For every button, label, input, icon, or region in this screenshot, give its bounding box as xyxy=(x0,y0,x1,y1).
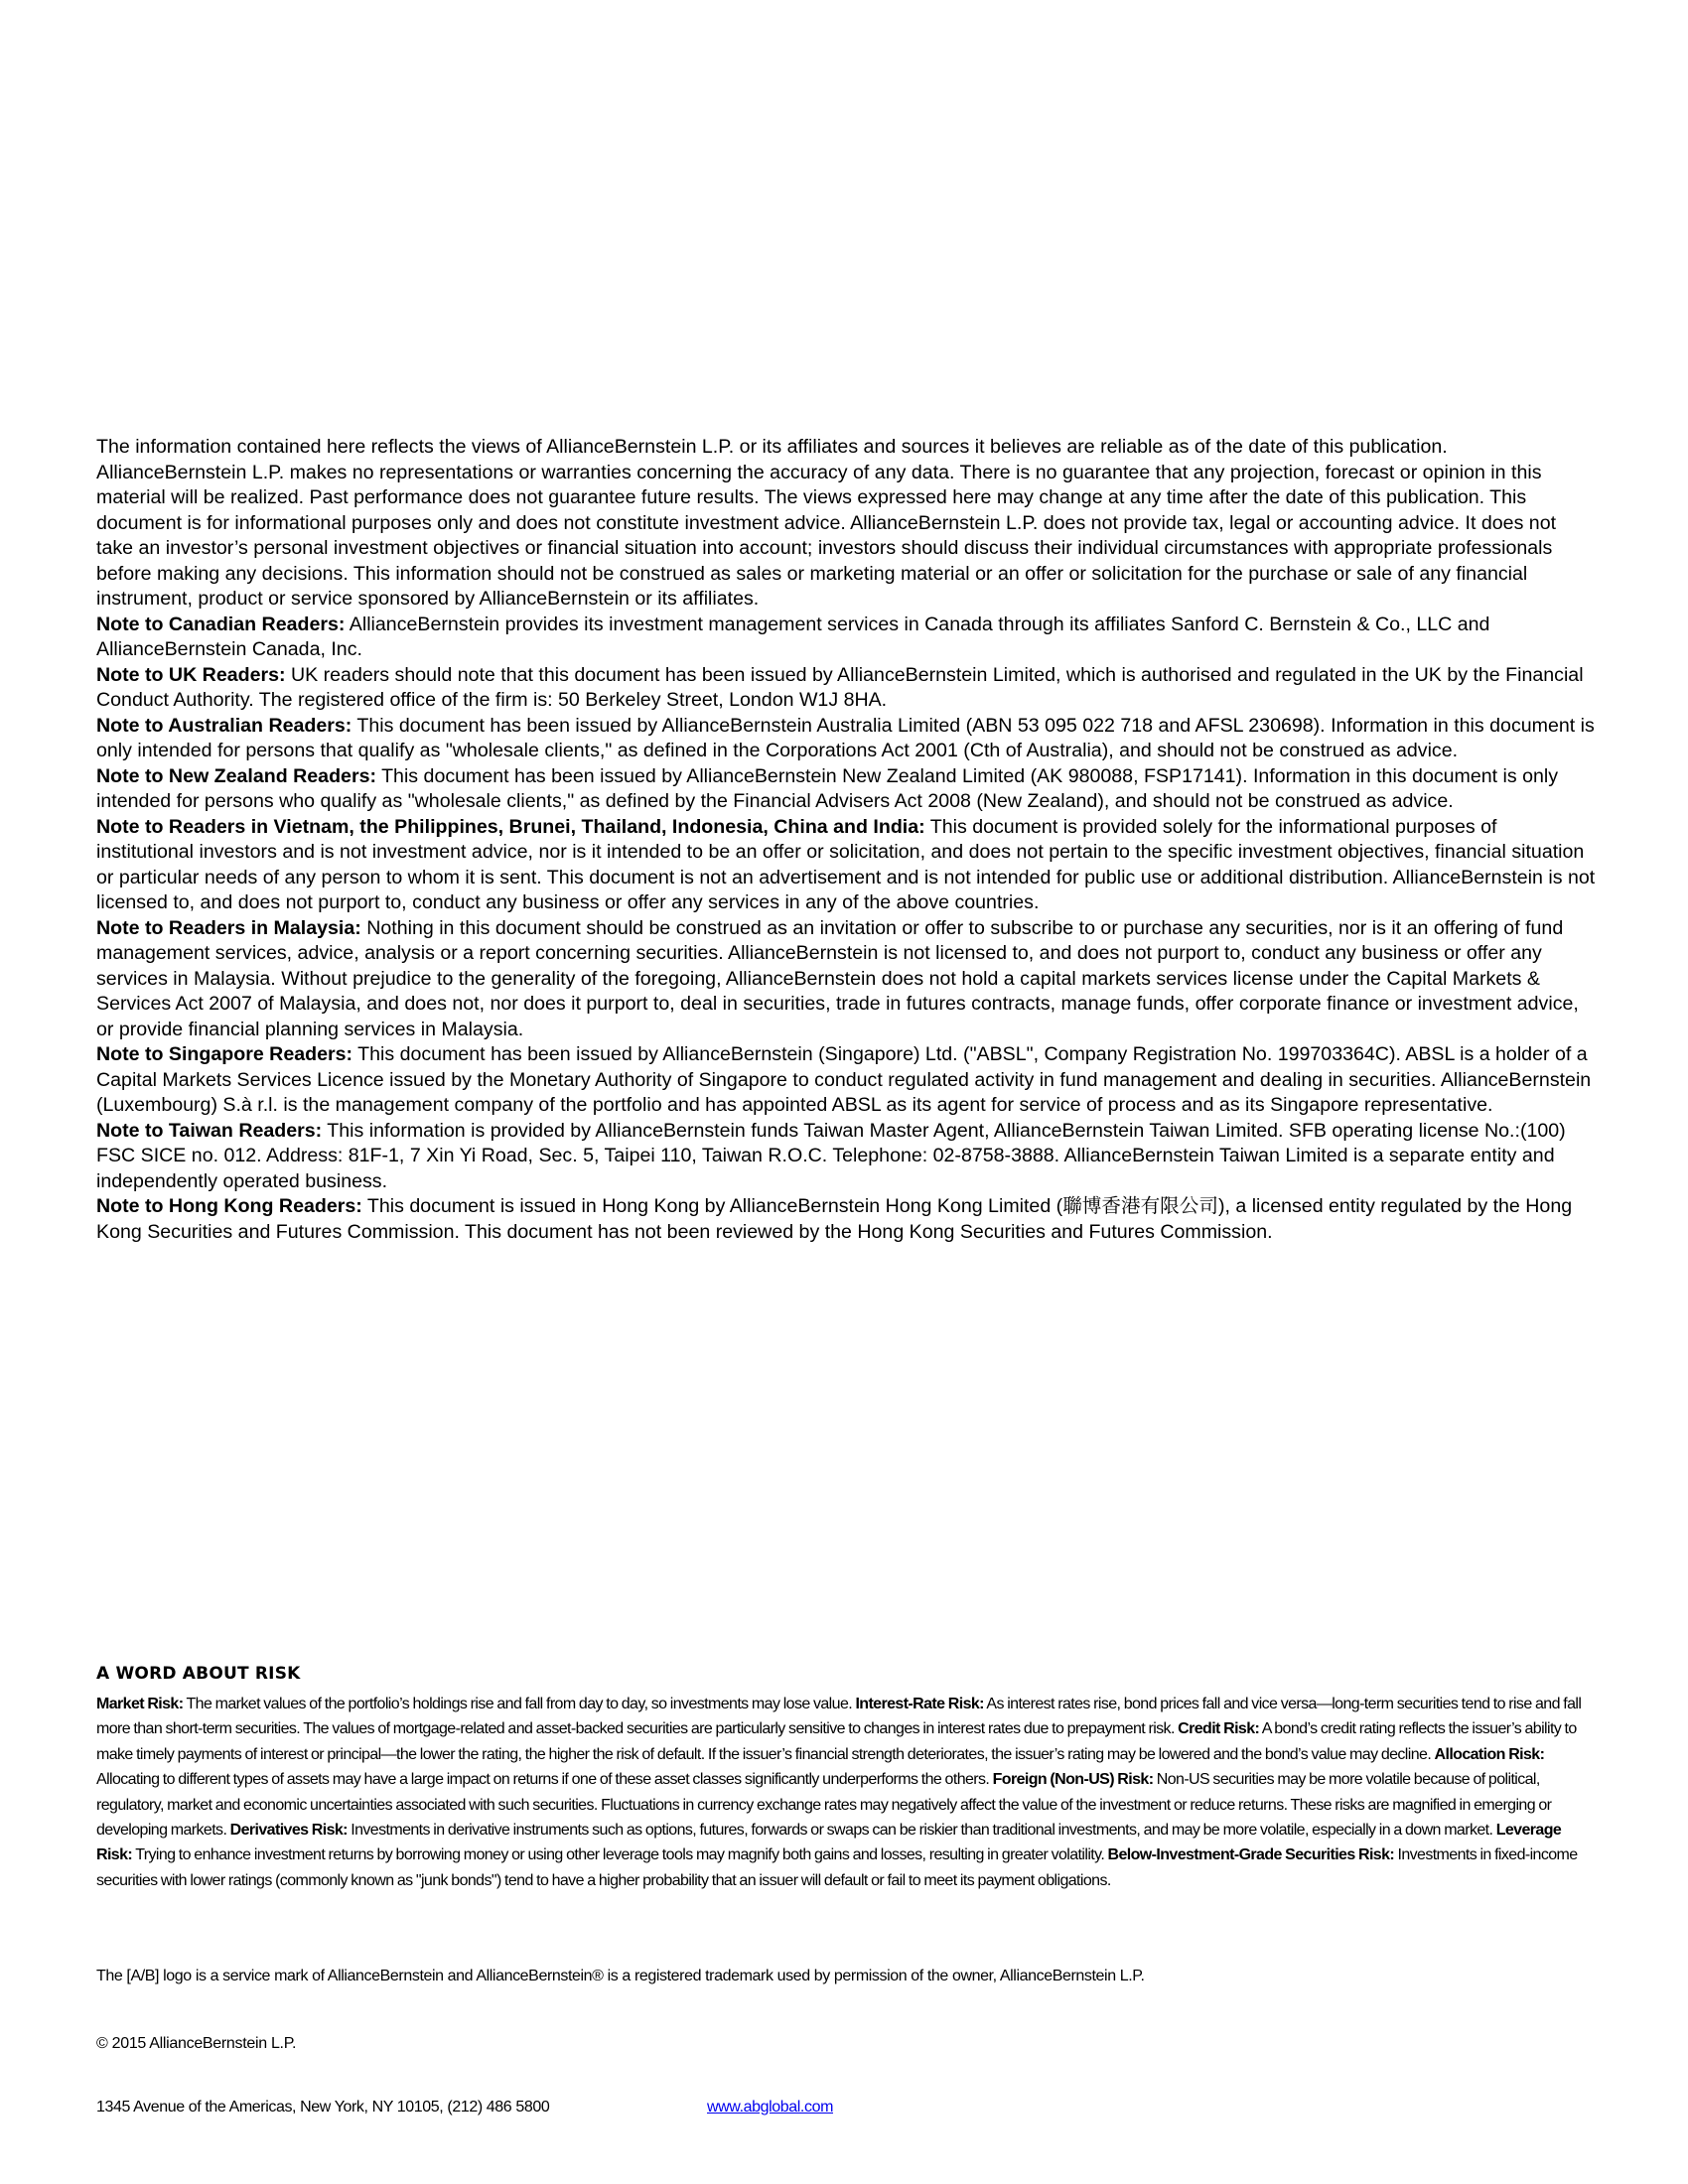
disclaimer-section xyxy=(96,435,1596,1245)
note-label: Note to Australian Readers: xyxy=(96,714,352,737)
note-text: AllianceBernstein provides its investment management services in Canada through its affiliates Sanford C. Bernstein & Co., LLC and AllianceBernstein Canada, Inc. xyxy=(96,613,1490,660)
note-text: This document is provided solely for the informational purposes of institutional investors and is not investment advice, nor is it intended to be an offer or solicitation, and does not pertain to the specific investment objectives, financial situation or particular needs of any person to whom it is sent. This document is not an advertisement and is not intended for public use or additional distribution. AllianceBernstein is not licensed to, and does not purport to, conduct any business or offer any services in any of the above countries. xyxy=(96,815,1596,913)
risk-label-market: Market Risk: xyxy=(96,1696,184,1712)
note-label: Note to Canadian Readers: xyxy=(96,613,346,635)
risk-text-allocation: Allocating to different types of assets may have a large impact on returns if one of these asset classes significantly underperforms the others. xyxy=(96,1771,993,1789)
risk-text-below-investment-grade: Investments in fixed-income securities with lower ratings (commonly known as "junk bonds") tend to have a higher probability that an issuer will default or fail to meet its payment obligations. xyxy=(96,1846,1578,1889)
risk-label-allocation: Allocation Risk: xyxy=(1434,1745,1545,1763)
risk-label-leverage: Leverage Risk: xyxy=(96,1822,1562,1864)
copyright-notice: © 2015 AllianceBernstein L.P. xyxy=(96,2035,297,2052)
note-text: This document has been issued by AllianceBernstein New Zealand Limited (AK 980088, FSP17141). Information in this document is only intended for persons who qualify as "wholesale clients," as defined by the Financial Advisers Act 2008 (New Zealand), and should not be construed as advice. xyxy=(96,764,1559,812)
risk-label-foreign: Foreign (Non-US) Risk: xyxy=(992,1771,1154,1789)
note-label: Note to New Zealand Readers: xyxy=(96,764,376,787)
note-label: Note to UK Readers: xyxy=(96,663,286,686)
note-label: Note to Readers in Vietnam, the Philippines, Brunei, Thailand, Indonesia, China and India: xyxy=(96,815,925,838)
risk-label-interest-rate: Interest-Rate Risk: xyxy=(855,1696,984,1712)
risk-text-credit: A bond’s credit rating reflects the issuer’s ability to make timely payments of interest or principal—the lower the rating, the higher the risk of default. If the issuer’s financial strength deteriorates, the issuer’s rating may be lowered and the bond’s value may decline. xyxy=(96,1720,1577,1763)
company-address: 1345 Avenue of the Americas, New York, NY 10105, (212) 486 5800 xyxy=(96,2099,550,2116)
note-text: This document has been issued by AllianceBernstein Australia Limited (ABN 53 095 022 718 and AFSL 230698). Information in this document is only intended for persons that qualify as "wholesale clients," as defined in the Corporations Act 2001 (Cth of Australia), and should not be construed as advice. xyxy=(96,714,1595,761)
note-text: This document is issued in Hong Kong by AllianceBernstein Hong Kong Limited (聯博香港有限公司), a licensed entity regulated by the Hong Kong Securities and Futures Commission. This document has not been reviewed by the Hong Kong Securities and Futures Commission. xyxy=(96,1195,1573,1243)
risk-label-credit: Credit Risk: xyxy=(1178,1720,1260,1738)
disclaimer-intro: The information contained here reflects the views of AllianceBernstein L.P. or its affiliates and sources it believes are reliable as of the date of this publication. AllianceBernstein L.P. makes no representations or warranties concerning the accuracy of any data. There is no guarantee that any projection, forecast or opinion in this material will be realized. Past performance does not guarantee future results. The views expressed here may change at any time after the date of this publication. This document is for informational purposes only and does not constitute investment advice. AllianceBernstein L.P. does not provide tax, legal or accounting advice. It does not take an investor’s personal investment objectives or financial situation into account; investors should discuss their individual circumstances with appropriate professionals before making any decisions. This information should not be construed as sales or marketing material or an offer or solicitation for the purchase or sale of any financial instrument, product or service sponsored by AllianceBernstein or its affiliates. xyxy=(96,436,1557,610)
note-text: This document has been issued by AllianceBernstein (Singapore) Ltd. ("ABSL", Company Registration No. 199703364C). ABSL is a holder of a Capital Markets Services Licence issued by the Monetary Authority of Singapore to conduct regulated activity in fund management and dealing in securities. AllianceBernstein (Luxembourg) S.à r.l. is the management company of the portfolio and has appointed ABSL as its agent for service of process and as its Singapore representative. xyxy=(96,1043,1592,1116)
note-text: Nothing in this document should be construed as an invitation or offer to subscribe to or purchase any securities, nor is it an offering of fund management services, advice, analysis or a report concerning securities. AllianceBernstein is not licensed to, and does not purport to, conduct any business or offer any services in Malaysia. Without prejudice to the generality of the foregoing, AllianceBernstein does not hold a capital markets services license under the Capital Markets & Services Act 2007 of Malaysia, and does not, nor does it purport to, deal in securities, trade in futures contracts, manage funds, offer corporate finance or investment advice, or provide financial planning services in Malaysia. xyxy=(96,916,1579,1040)
note-label: Note to Hong Kong Readers: xyxy=(96,1195,362,1217)
note-singapore xyxy=(96,1042,1596,1119)
note-label: Note to Singapore Readers: xyxy=(96,1043,353,1065)
risk-text-market: The market values of the portfolio’s holdings rise and fall from day to day, so investments may lose value. xyxy=(183,1696,856,1712)
note-hong-kong xyxy=(96,1194,1596,1245)
risk-text-leverage: Trying to enhance investment returns by borrowing money or using other leverage tools may magnify both gains and losses, resulting in greater volatility. xyxy=(132,1846,1108,1864)
website-link[interactable]: www.abglobal.com xyxy=(707,2099,833,2116)
risk-heading: A WORD ABOUT RISK xyxy=(96,1664,301,1684)
note-label: Note to Taiwan Readers: xyxy=(96,1119,323,1142)
note-new-zealand xyxy=(96,764,1596,815)
note-taiwan xyxy=(96,1119,1596,1195)
risk-text-derivatives: Investments in derivative instruments such as options, futures, forwards or swaps can be riskier than traditional investments, and may be more volatile, especially in a down market. xyxy=(347,1822,1496,1840)
risk-text-foreign: Non-US securities may be more volatile because of political, regulatory, market and economic uncertainties associated with such securities. Fluctuations in currency exchange rates may negatively affect the value of the investment or reduce returns. These risks are magnified in emerging or developing markets. xyxy=(96,1771,1552,1840)
note-label: Note to Readers in Malaysia: xyxy=(96,916,361,939)
note-uk xyxy=(96,663,1596,714)
risk-label-derivatives: Derivatives Risk: xyxy=(229,1822,348,1840)
trademark-notice: The [A/B] logo is a service mark of AllianceBernstein and AllianceBernstein® is a registered trademark used by permission of the owner, AllianceBernstein L.P. xyxy=(96,1968,1145,1984)
risk-paragraph xyxy=(96,1692,1596,1893)
note-text: UK readers should note that this document has been issued by AllianceBernstein Limited, which is authorised and regulated in the UK by the Financial Conduct Authority. The registered office of the firm is: 50 Berkeley Street, London W1J 8HA. xyxy=(96,663,1584,711)
note-malaysia xyxy=(96,916,1596,1043)
note-asia xyxy=(96,815,1596,916)
risk-label-below-investment-grade: Below-Investment-Grade Securities Risk: xyxy=(1107,1846,1395,1864)
risk-text-interest-rate: As interest rates rise, bond prices fall and vice versa—long-term securities tend to rise and fall more than short-term securities. The values of mortgage-related and asset-backed securities are particularly sensitive to changes in interest rates due to prepayment risk. xyxy=(96,1696,1582,1738)
note-text: This information is provided by AllianceBernstein funds Taiwan Master Agent, AllianceBernstein Taiwan Limited. SFB operating license No.:(100) FSC SICE no. 012. Address: 81F-1, 7 Xin Yi Road, Sec. 5, Taipei 110, Taiwan R.O.C. Telephone: 02-8758-3888. AllianceBernstein Taiwan Limited is a separate entity and independently operated business. xyxy=(96,1119,1566,1192)
note-australian xyxy=(96,714,1596,764)
note-canadian xyxy=(96,613,1596,663)
